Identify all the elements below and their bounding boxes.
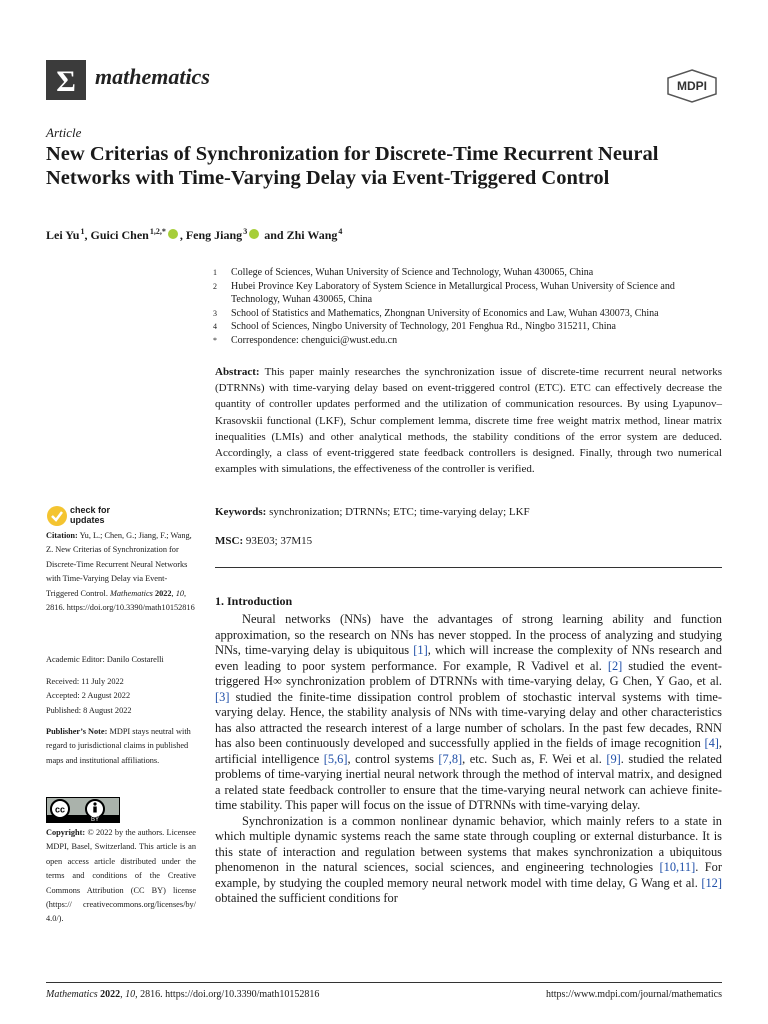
citation-link[interactable]: [2] — [607, 658, 623, 673]
article-title: New Criterias of Synchronization for Discrete-Time Recurrent Neural Networks with Time-Varying Delay via Event-Triggered Control — [46, 143, 659, 189]
paragraph: Neural networks (NNs) have the advantages of strong learning ability and function approximation, so the research on NNs has never stopped. In the process of analyzing and studying NNs, time-varying delay is ubiquitous [1], which will increase the complexity of NNs research and even leading to poor system performance. For example, R Vadivel et al. [2] studied the event-triggered H∞ synchronization problem of DTRNNs with time-varying delay, G Chen, Y Gao, et al. [3] studied the finite-time dissipation control problem of stochastic interval systems with time-varying delay. Hence, the stability analysis of NNs with time-varying delay and other characteristics has also attracted the research interest of a large number of scholars. In the past few decades, RNN has also been continuously developed and successfully applied in the fields of image recognition [4], artificial intelligence [5,6], control systems [7,8], etc. Such as, F. Wei et al. [9]. studied the related problems of time-varying inertial neural network through the method of interval matrix, and designed a related state feedback controller to ensure that the time-varying neural network can achieve finite-time stability. This paper will focus on the issue of DTRNNs with time-varying delay. — [215, 612, 722, 812]
journal-name: mathematics — [95, 64, 210, 89]
academic-editor: Academic Editor: Danilo Costarelli — [46, 655, 164, 664]
sigma-icon — [46, 60, 86, 100]
affiliation-item: 1 College of Sciences, Wuhan University of Science and Technology, Wuhan 430065, China — [213, 267, 594, 278]
author-name: Feng Jiang — [185, 228, 243, 242]
mdpi-hexagon-icon — [664, 68, 720, 104]
history-dates — [46, 675, 198, 718]
author-name: Lei Yu — [46, 228, 80, 242]
author-name: Zhi Wang — [286, 228, 338, 242]
paragraph: Synchronization is a common nonlinear dynamic behavior, which mainly refers to a state in which multiple dynamic systems reach the same state through coupling or external disturbance. It is this state of interaction and regulation between systems that makes synchronization a ubiquitous phenomenon in the natural sciences, social sciences, and engineering technologies [10,11]. For example, by studying the coupled memory neural network model with time delay, G Wang et al. [12] obtained the sufficient conditions for — [215, 813, 722, 905]
accepted-date: Accepted: 2 August 2022 — [46, 691, 131, 701]
footer-journal-url[interactable]: https://www.mdpi.com/journal/mathematics — [546, 989, 722, 1000]
author-name: Guici Chen — [90, 228, 149, 242]
check-for-updates-icon[interactable] — [46, 505, 68, 527]
citation-link[interactable]: [10,11] — [659, 860, 696, 874]
section-heading: 1. Introduction — [215, 594, 293, 608]
affiliation-item: 4 School of Sciences, Ningbo University of Technology, 201 Fenghua Rd., Ningbo 315211, China — [213, 321, 616, 332]
author-list: Lei Yu $^1$, Guici Chen $^{1,2,*}$ , Feng Jiang $^3$ and Zhi Wang $^4$ — [46, 227, 343, 242]
citation-link[interactable]: [7,8] — [438, 751, 463, 766]
affiliations — [213, 266, 723, 347]
copyright-notice: Copyright: © 2022 by the authors. Licensee MDPI, Basel, Switzerland. This article is an open access article distributed under the terms and conditions of the Creative Commons Attribution (CC BY) license (https:// creativecommons.org/licenses/by/ 4.0/). — [46, 828, 196, 924]
abstract-text: This paper mainly researches the synchronization issue of discrete-time recurrent neural networks (DTRNNs) with time-varying delay based on event-triggered control (ETC). ETC can effectively decrease the quantity of controller updates performed and the utilization of communication resources. By using Lyapunov–Krasovskii functional (LKF), Schur complement lemma, discrete time free weight matrix method, linear matrix inequalities (LMIs) and other analytical methods, the stability conditions of the error system are deduced. Accordingly, a class of event-triggered state feedback controllers is designed. Finally, through two numerical examples with simulations, the effectiveness of the controller is verified. — [215, 366, 722, 476]
section-divider — [215, 567, 722, 568]
article-type: Article — [46, 125, 82, 140]
publishers-note-label: Publisher’s Note: — [46, 727, 108, 736]
author-affil-sup: 3 — [243, 227, 248, 236]
orcid-icon[interactable] — [168, 229, 178, 239]
footer-divider — [46, 982, 722, 983]
published-date: Published: 8 August 2022 — [46, 705, 132, 715]
introduction-text — [215, 612, 722, 907]
affiliation-item: 3 School of Statistics and Mathematics, Zhongnan University of Economics and Law, Wuhan 430073, China — [213, 307, 659, 319]
citation-link[interactable]: [9] — [606, 751, 621, 766]
svg-text:cc: cc — [54, 804, 66, 815]
msc-codes — [215, 535, 312, 547]
cc-by-license-badge[interactable] — [46, 797, 120, 823]
msc-text: 93E03; 37M15 — [245, 535, 313, 547]
orcid-icon[interactable] — [249, 229, 259, 239]
citation-link[interactable]: [1] — [413, 643, 428, 657]
keywords-label: Keywords: — [215, 506, 267, 518]
mdpi-logo — [664, 68, 720, 104]
citation-link[interactable]: [12] — [701, 875, 722, 890]
author-affil-sup: 1 — [80, 227, 85, 236]
keywords — [215, 506, 722, 518]
check-for-updates-label[interactable]: check for updates — [70, 505, 111, 525]
msc-label: MSC: — [215, 535, 244, 547]
footer-citation: Mathematics 2022, 10, 2816. https://doi.org/10.3390/math10152816 — [46, 989, 320, 1000]
abstract-label: Abstract: — [215, 366, 260, 378]
author-affil-sup: 1,2,* — [149, 227, 166, 236]
citation-link[interactable]: [3] — [215, 689, 230, 704]
author-affil-sup: 4 — [338, 227, 343, 236]
keywords-text: synchronization; DTRNNs; ETC; time-varying delay; LKF — [269, 506, 530, 518]
received-date: Received: 11 July 2022 — [46, 677, 124, 686]
svg-text:Σ: Σ — [56, 65, 76, 98]
citation-link[interactable]: [5,6] — [323, 751, 348, 766]
svg-text:BY: BY — [90, 817, 100, 822]
correspondence: * Correspondence: chenguici@wust.edu.cn — [213, 334, 398, 346]
publishers-note: Publisher’s Note: MDPI stays neutral with regard to jurisdictional claims in published maps and institutional affiliations. — [46, 727, 191, 765]
abstract — [215, 364, 722, 477]
citation-block: Citation: Yu, L.; Chen, G.; Jiang, F.; Wang, Z. New Criterias of Synchronization for Discrete-Time Recurrent Neural Networks with Time-Varying Delay via Event-Triggered Control. Mathematics 2022, 10, 2816. https://doi.org/10.3390/math10152816 — [46, 531, 195, 613]
svg-text:MDPI: MDPI — [677, 79, 707, 93]
citation-label: Citation: — [46, 531, 78, 540]
affiliation-item: 2 Hubei Province Key Laboratory of System Science in Metallurgical Process, Wuhan University of Science and Technology, Wuhan 430065, China — [213, 280, 675, 305]
copyright-label: Copyright: — [46, 828, 86, 837]
journal-logo — [46, 60, 86, 100]
citation-link[interactable]: [4] — [704, 736, 719, 750]
